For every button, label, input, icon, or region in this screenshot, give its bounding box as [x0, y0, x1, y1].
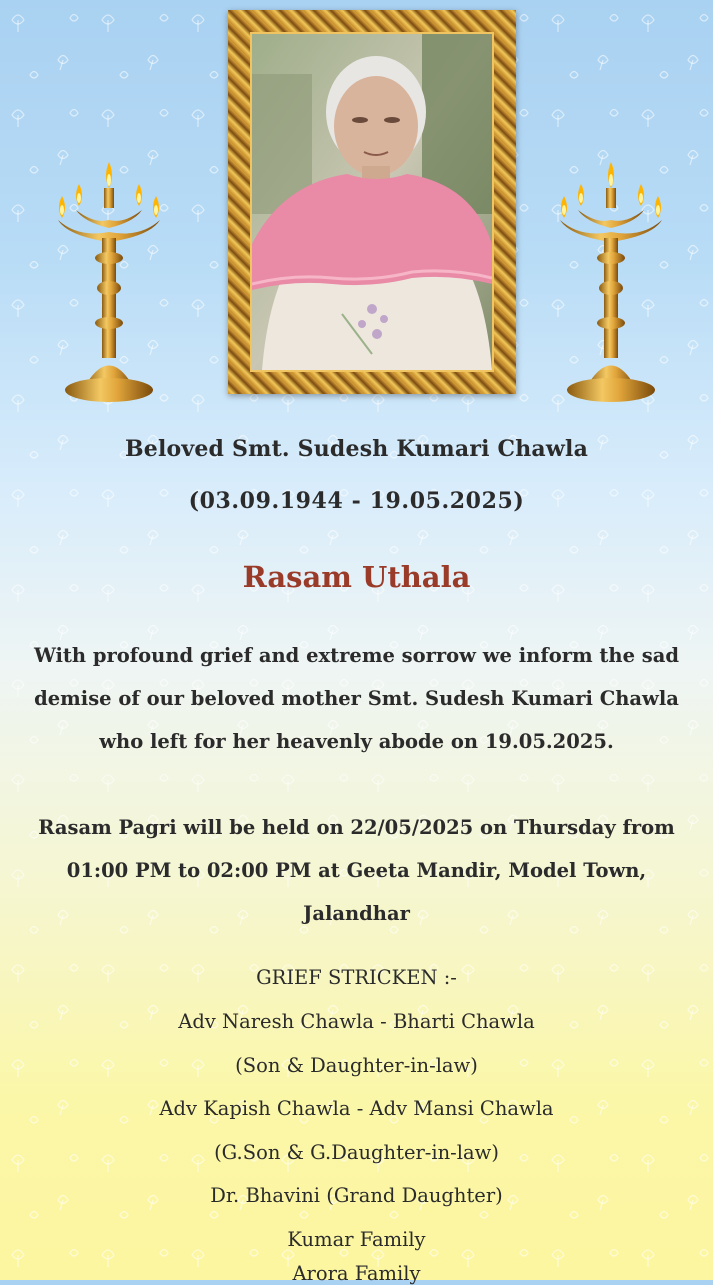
grief-stricken-heading: GRIEF STRICKEN :-	[256, 966, 457, 989]
event-title: Rasam Uthala	[242, 560, 471, 594]
family-member-line: Dr. Bhavini (Grand Daughter)	[210, 1184, 503, 1207]
announcement-line: With profound grief and extreme sorrow we inform the sad	[33, 644, 680, 667]
family-member-line: Kumar Family	[287, 1227, 426, 1251]
ceremony-line: 01:00 PM to 02:00 PM at Geeta Mandir, Model Town,	[66, 859, 647, 882]
grief-stricken-list	[0, 1000, 713, 1261]
life-dates: (03.09.1944 - 19.05.2025)	[188, 488, 525, 514]
oil-lamp-icon	[54, 158, 164, 408]
relation-line: (G.Son & G.Daughter-in-law)	[214, 1140, 499, 1164]
deceased-name: Beloved Smt. Sudesh Kumari Chawla	[124, 436, 589, 462]
family-member-line: Adv Naresh Chawla - Bharti Chawla	[178, 1010, 535, 1033]
oil-lamp-icon	[556, 158, 666, 408]
ceremony-details	[0, 806, 713, 935]
ceremony-line: Rasam Pagri will be held on 22/05/2025 on Thursday from	[38, 816, 675, 839]
announcement-line: who left for her heavenly abode on 19.05.2025.	[99, 730, 614, 753]
family-member-line-partial: Arora Family	[292, 1262, 421, 1285]
family-member-line: Adv Kapish Chawla - Adv Mansi Chawla	[159, 1097, 554, 1120]
announcement-line: demise of our beloved mother Smt. Sudesh Kumari Chawla	[34, 687, 679, 710]
portrait-photo	[252, 34, 492, 370]
announcement-paragraph	[0, 634, 713, 763]
ceremony-line: Jalandhar	[303, 902, 410, 925]
relation-line: (Son & Daughter-in-law)	[235, 1053, 478, 1077]
portrait-frame	[228, 10, 516, 394]
